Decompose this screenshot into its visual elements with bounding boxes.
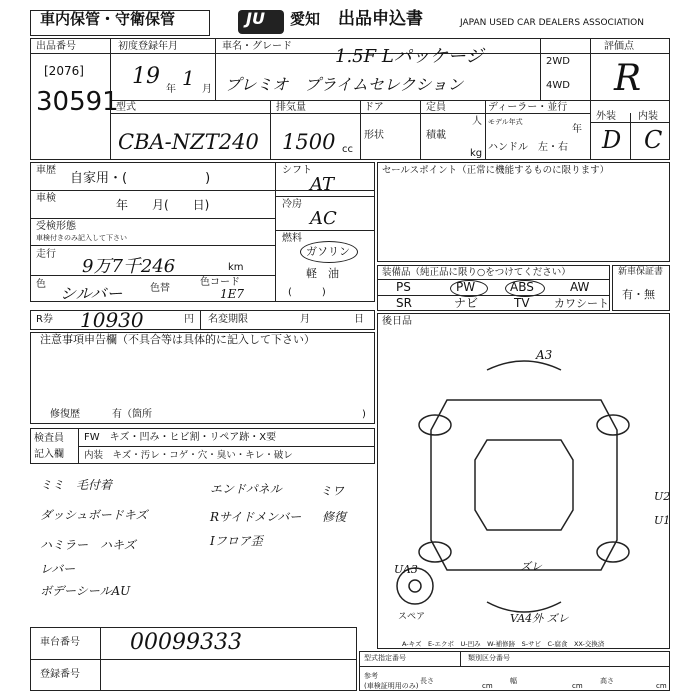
transfer-month: 月	[300, 314, 310, 325]
wheel-front-right	[597, 415, 629, 435]
mark-right-1: U2	[654, 490, 671, 503]
fuel-paren: ( )	[288, 287, 326, 298]
note-2: エンドパネル	[210, 482, 282, 496]
repair-close: )	[362, 409, 366, 420]
equip-navi: ナビ	[454, 296, 479, 310]
note-6: 修復	[322, 510, 347, 524]
sales-point-label: セールスポイント（正常に機能するものに限ります）	[382, 165, 610, 176]
model-year-label: モデル年式	[488, 118, 523, 126]
inspection-value: 年 月( 日)	[116, 198, 210, 212]
mileage-label: 走行	[36, 249, 56, 260]
car-body-top	[431, 400, 617, 570]
height-label: 高さ	[600, 677, 614, 685]
entry-label: 記入欄	[34, 449, 64, 460]
inspection-label: 車検	[36, 193, 56, 204]
chassis-label: 車台番号	[40, 637, 80, 648]
model-label: 型式	[116, 102, 136, 113]
note-8: Iフロア歪	[210, 534, 263, 548]
org-english: JAPAN USED CAR DEALERS ASSOCIATION	[460, 18, 644, 28]
ticket-yen: 円	[184, 314, 194, 325]
load-label: 積載	[426, 130, 446, 141]
grade-line1: 1.5F Lパッケージ	[335, 46, 484, 67]
equip-kawaseat: カワシート	[554, 297, 609, 310]
interior-row: 内装 キズ・汚レ・コゲ・穴・臭い・キレ・破レ	[84, 450, 293, 461]
form-title: 出品申込書	[338, 9, 423, 29]
interior-value: C	[644, 126, 663, 154]
fw-row: FW キズ・凹み・ヒビ割・リペア跡・X要	[84, 432, 277, 443]
org-name: 愛知	[290, 10, 321, 28]
equip-ps: PS	[396, 280, 411, 294]
equipment-title: 装備品（純正品に限り○をつけてください）	[382, 267, 571, 278]
wheel-rear-left	[419, 542, 451, 562]
exterior-label: 外装	[596, 111, 616, 122]
exterior-value: D	[602, 126, 622, 154]
kg-unit: kg	[470, 148, 483, 159]
width-cm: cm	[572, 682, 583, 690]
person-unit: 人	[472, 116, 482, 127]
note-7: ハミラー ハキズ	[40, 538, 136, 552]
warranty-value: 有・無	[622, 288, 655, 301]
ac-label: 冷房	[282, 199, 302, 210]
mark-left: UA3	[394, 563, 418, 576]
mark-bottom: VA4外 ズレ	[510, 612, 569, 625]
score-value: R	[614, 58, 642, 99]
wheel-front-left	[419, 415, 451, 435]
reg-label: 登録番号	[40, 669, 80, 680]
equip-abs: ABS	[510, 280, 534, 294]
history-value: 自家用・( )	[70, 171, 211, 186]
door-label: ドア	[364, 102, 384, 113]
history-label: 車歴	[36, 165, 56, 176]
month-label: 月	[202, 84, 212, 95]
fuel-diesel: 軽 油	[306, 267, 339, 280]
displacement-value: 1500	[282, 130, 336, 154]
width-label: 幅	[510, 677, 517, 685]
equip-sr: SR	[396, 296, 412, 310]
lot-number: 30591	[36, 87, 119, 117]
spare-label: スペア	[398, 612, 426, 622]
mark-right-2: U1	[654, 514, 671, 527]
storage-note: 車内保管・守衛保管	[40, 10, 176, 28]
ticket-value: 10930	[80, 308, 144, 332]
name-grade-label: 車名・グレード	[222, 41, 292, 52]
lot-bracket: [2076]	[44, 64, 84, 78]
equip-abs-circle	[505, 280, 545, 297]
interior-label: 内装	[638, 111, 658, 122]
color-code-label: 色コード	[200, 277, 240, 288]
month-value: 1	[182, 66, 195, 90]
equip-tv: TV	[514, 296, 530, 310]
length-cm: cm	[482, 682, 493, 690]
transfer-label: 名変期限	[208, 314, 248, 325]
vehicle-cert-label: (車検証明用のみ)	[364, 682, 419, 690]
model-spec-label: 型式指定番号	[364, 654, 406, 662]
fuel-gas: ガソリン	[306, 245, 350, 258]
note-9: レバー	[40, 562, 76, 576]
equip-pw-circle	[450, 280, 488, 297]
lot-label: 出品番号	[36, 41, 76, 52]
spare-tire-hub	[409, 580, 421, 592]
cc-unit: cc	[342, 144, 353, 155]
sales-point-box	[377, 162, 670, 262]
mileage-value: 9万7千246	[82, 256, 176, 277]
inspector-label: 検査員	[34, 433, 64, 444]
color-code-value: 1E7	[220, 287, 245, 301]
damage-legend: A-キズ E-エクボ U-凹み W-補修跡 S-サビ C-腐食 XX-交換済	[402, 640, 605, 648]
handle-label: ハンドル 左・右	[488, 142, 568, 153]
km-unit: km	[228, 262, 244, 273]
note-3: ミワ	[320, 484, 345, 498]
fuel-label: 燃料	[282, 233, 302, 244]
color-value: シルバー	[60, 284, 123, 303]
front-bumper	[487, 361, 561, 370]
dealer-label: ディーラー・並行	[488, 102, 568, 113]
length-label: 長さ	[420, 677, 434, 685]
note-5: Rサイドメンバー	[210, 510, 302, 524]
mark-center: ズレ	[520, 560, 542, 573]
category-label: 類別区分番号	[468, 654, 510, 662]
warranty-title: 新車保証書	[618, 267, 664, 277]
ticket-label: R券	[36, 314, 53, 325]
repair-label: 修復歴	[50, 409, 80, 420]
year-label: 年	[166, 84, 176, 95]
first-reg-label: 初度登録年月	[118, 41, 178, 52]
shift-value: AT	[310, 174, 335, 195]
mark-top: A3	[536, 348, 553, 362]
grade-line2: プレミオ プライムセレクション	[225, 75, 464, 94]
wheel-rear-right	[597, 542, 629, 562]
year-unit: 年	[572, 124, 582, 135]
transfer-day: 日	[354, 314, 364, 325]
score-label: 評価点	[604, 41, 634, 52]
repair-value: 有（箇所	[112, 409, 152, 420]
note-10: ボデーシールAU	[40, 584, 131, 598]
car-cabin	[475, 440, 573, 530]
drive-2wd: 2WD	[546, 56, 570, 67]
car-diagram	[377, 330, 670, 640]
model-value: CBA-NZT240	[118, 130, 259, 154]
ju-logo-mark: JU	[246, 9, 265, 28]
note-4: ダッシュボードキズ	[40, 508, 148, 522]
capacity-label: 定員	[426, 102, 446, 113]
notes-title: 注意事項申告欄（不具合等は具体的に記入して下さい）	[40, 333, 315, 346]
fuel-gas-circle	[300, 241, 358, 263]
color-change-label: 色替	[150, 283, 170, 294]
receive-note: 車検付きのみ記入して下さい	[36, 234, 127, 242]
equip-aw: AW	[570, 280, 590, 294]
notes-ref-label: 参考	[364, 672, 378, 680]
shift-label: シフト	[282, 165, 312, 176]
chassis-value: 00099333	[130, 630, 242, 655]
drive-4wd: 4WD	[546, 80, 570, 91]
back-label: 後日品	[382, 316, 412, 327]
first-reg-value: 19	[132, 64, 160, 89]
displacement-label: 排気量	[276, 102, 306, 113]
note-1: ミミ 毛付着	[40, 478, 113, 492]
equip-pw: PW	[456, 280, 476, 294]
receive-label: 受検形態	[36, 221, 76, 232]
height-cm: cm	[656, 682, 667, 690]
color-label: 色	[36, 279, 46, 290]
shape-label: 形状	[364, 130, 384, 141]
ac-value: AC	[310, 208, 337, 229]
